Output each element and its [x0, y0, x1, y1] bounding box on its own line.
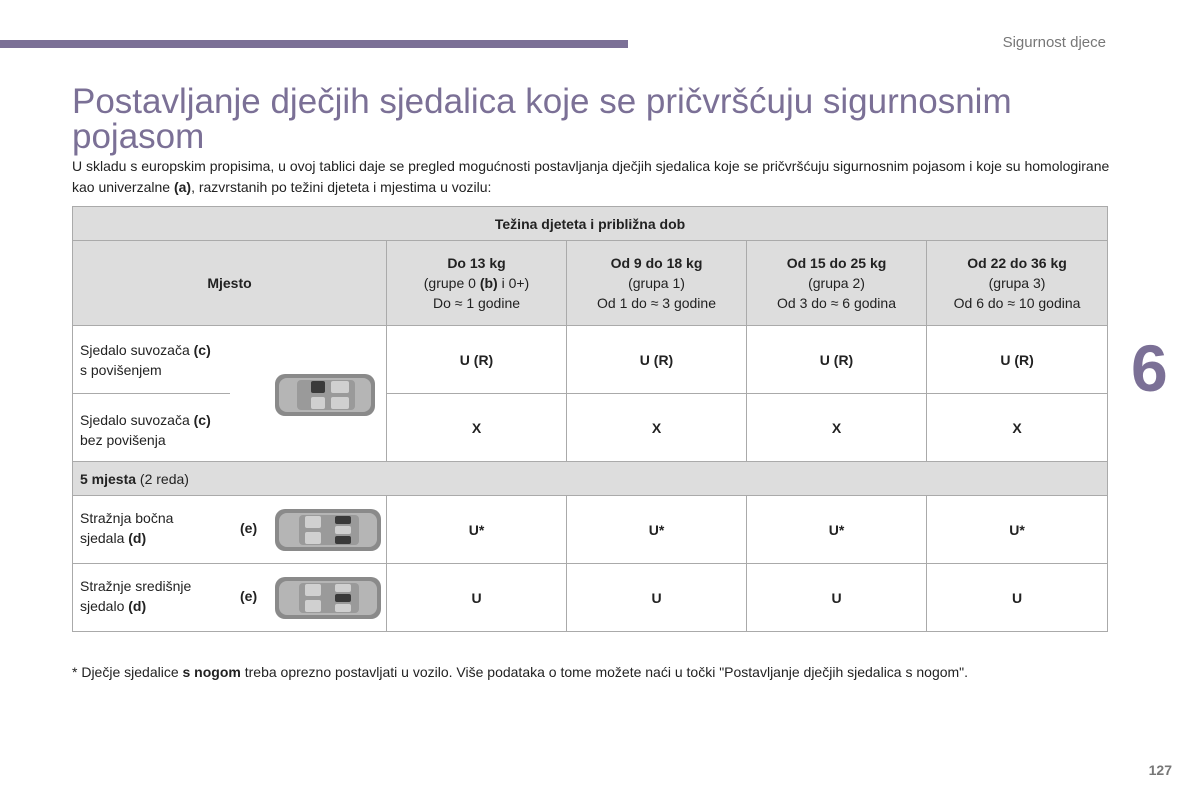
- seat-label-text: Sjedalo suvozača: [80, 342, 194, 358]
- top-accent-bar: [0, 40, 628, 48]
- group-label: (grupe 0: [423, 275, 480, 291]
- table-cell: U*: [567, 496, 747, 564]
- table-cell: U: [567, 564, 747, 632]
- table-cell: U (R): [387, 326, 567, 394]
- footnote-text: * Dječje sjedalice: [72, 664, 183, 680]
- page-title: Postavljanje dječjih sjedalica koje se pričvršćuju sigurnosnim pojasom: [72, 82, 1012, 156]
- intro-paragraph: [72, 156, 1112, 198]
- weight-range: Od 15 do 25 kg: [786, 255, 887, 271]
- section-bold: 5 mjesta: [80, 470, 137, 487]
- place-header: Mjesto: [73, 241, 387, 326]
- intro-text-end: , razvrstanih po težini djeteta i mjestima u vozilu:: [191, 179, 492, 195]
- age-range: Od 6 do ≈ 10 godina: [953, 295, 1081, 311]
- table-cell: U (R): [927, 326, 1108, 394]
- age-range: Do ≈ 1 godine: [432, 295, 521, 311]
- seat-label-sub: s povišenjem: [80, 362, 162, 378]
- table-cell: X: [567, 394, 747, 462]
- table-cell: X: [927, 394, 1108, 462]
- section-normal: (2 reda): [136, 470, 189, 487]
- weight-range: Od 22 do 36 kg: [967, 255, 1067, 271]
- footnote: [72, 662, 1112, 682]
- rear-side-seat-cell: [73, 496, 387, 564]
- seat-label-sub: bez povišenja: [80, 432, 166, 448]
- group-label: (grupa 1): [628, 275, 685, 291]
- intro-text: U skladu s europskim propisima, u ovoj tablici daje se pregled mogućnosti postavljanja dječjih sjedalica koje se pričvršćuju sigurnosnim pojasom i koje su homologirane kao univerzalne: [72, 158, 1110, 195]
- seat-label: [80, 508, 173, 548]
- seat-label-sub: sjedala: [80, 530, 129, 546]
- section-label: Sigurnost djece: [1002, 34, 1106, 51]
- group-ref: (b): [479, 275, 498, 291]
- table-cell: U*: [927, 496, 1108, 564]
- group-label-end: i 0+): [497, 275, 530, 291]
- chapter-number: 6: [1131, 331, 1168, 405]
- seat-ref: (c): [193, 412, 211, 428]
- intro-ref: (a): [173, 179, 192, 195]
- car-rear-center-seat-icon: [273, 573, 383, 623]
- table-cell: U: [747, 564, 927, 632]
- table-cell: U (R): [747, 326, 927, 394]
- front-seat-cell: [73, 326, 387, 462]
- table-cell: X: [387, 394, 567, 462]
- table-cell: U: [387, 564, 567, 632]
- page-number: 127: [1148, 762, 1172, 778]
- column-header: [927, 241, 1108, 326]
- table-row: [73, 496, 1108, 564]
- seat-ref: (d): [128, 530, 147, 546]
- column-header: [387, 241, 567, 326]
- seat-label-text: Stražnje središnje: [80, 578, 192, 594]
- table-row: [73, 564, 1108, 632]
- child-seat-table: [72, 206, 1108, 632]
- table-cell: U*: [747, 496, 927, 564]
- table-cell: U (R): [567, 326, 747, 394]
- weight-age-header: Težina djeteta i približna dob: [73, 207, 1108, 241]
- table-row: [73, 326, 1108, 394]
- table-cell: U*: [387, 496, 567, 564]
- seat-label-sub: sjedalo: [80, 598, 129, 614]
- seat-label: [80, 576, 191, 616]
- seat-label-text: Sjedalo suvozača: [80, 412, 194, 428]
- section-row: [73, 462, 1108, 496]
- age-range: Od 1 do ≈ 3 godine: [597, 295, 716, 311]
- column-header: [747, 241, 927, 326]
- car-front-seat-icon: [273, 370, 377, 420]
- group-label: (grupa 3): [988, 275, 1046, 291]
- seat-ref: (c): [193, 342, 211, 358]
- note-ref: (e): [240, 588, 258, 604]
- seating-section-label: [73, 462, 1108, 496]
- footnote-bold: s nogom: [182, 664, 241, 680]
- seat-label: [80, 410, 211, 450]
- column-header: [567, 241, 747, 326]
- table-cell: U: [927, 564, 1108, 632]
- table-cell: X: [747, 394, 927, 462]
- group-label: (grupa 2): [808, 275, 865, 291]
- weight-range: Od 9 do 18 kg: [610, 255, 703, 271]
- age-range: Od 3 do ≈ 6 godina: [777, 295, 896, 311]
- rear-center-seat-cell: [73, 564, 387, 632]
- car-rear-side-seat-icon: [273, 505, 383, 555]
- footnote-text-end: treba oprezno postavljati u vozilo. Više podataka o tome možete naći u točki "Postavljanje dječjih sjedalica s nogom".: [240, 664, 969, 680]
- seat-label: [80, 340, 211, 380]
- note-ref: (e): [240, 520, 258, 536]
- seat-label-text: Stražnja bočna: [80, 510, 174, 526]
- weight-range: Do 13 kg: [447, 255, 506, 271]
- seat-ref: (d): [128, 598, 147, 614]
